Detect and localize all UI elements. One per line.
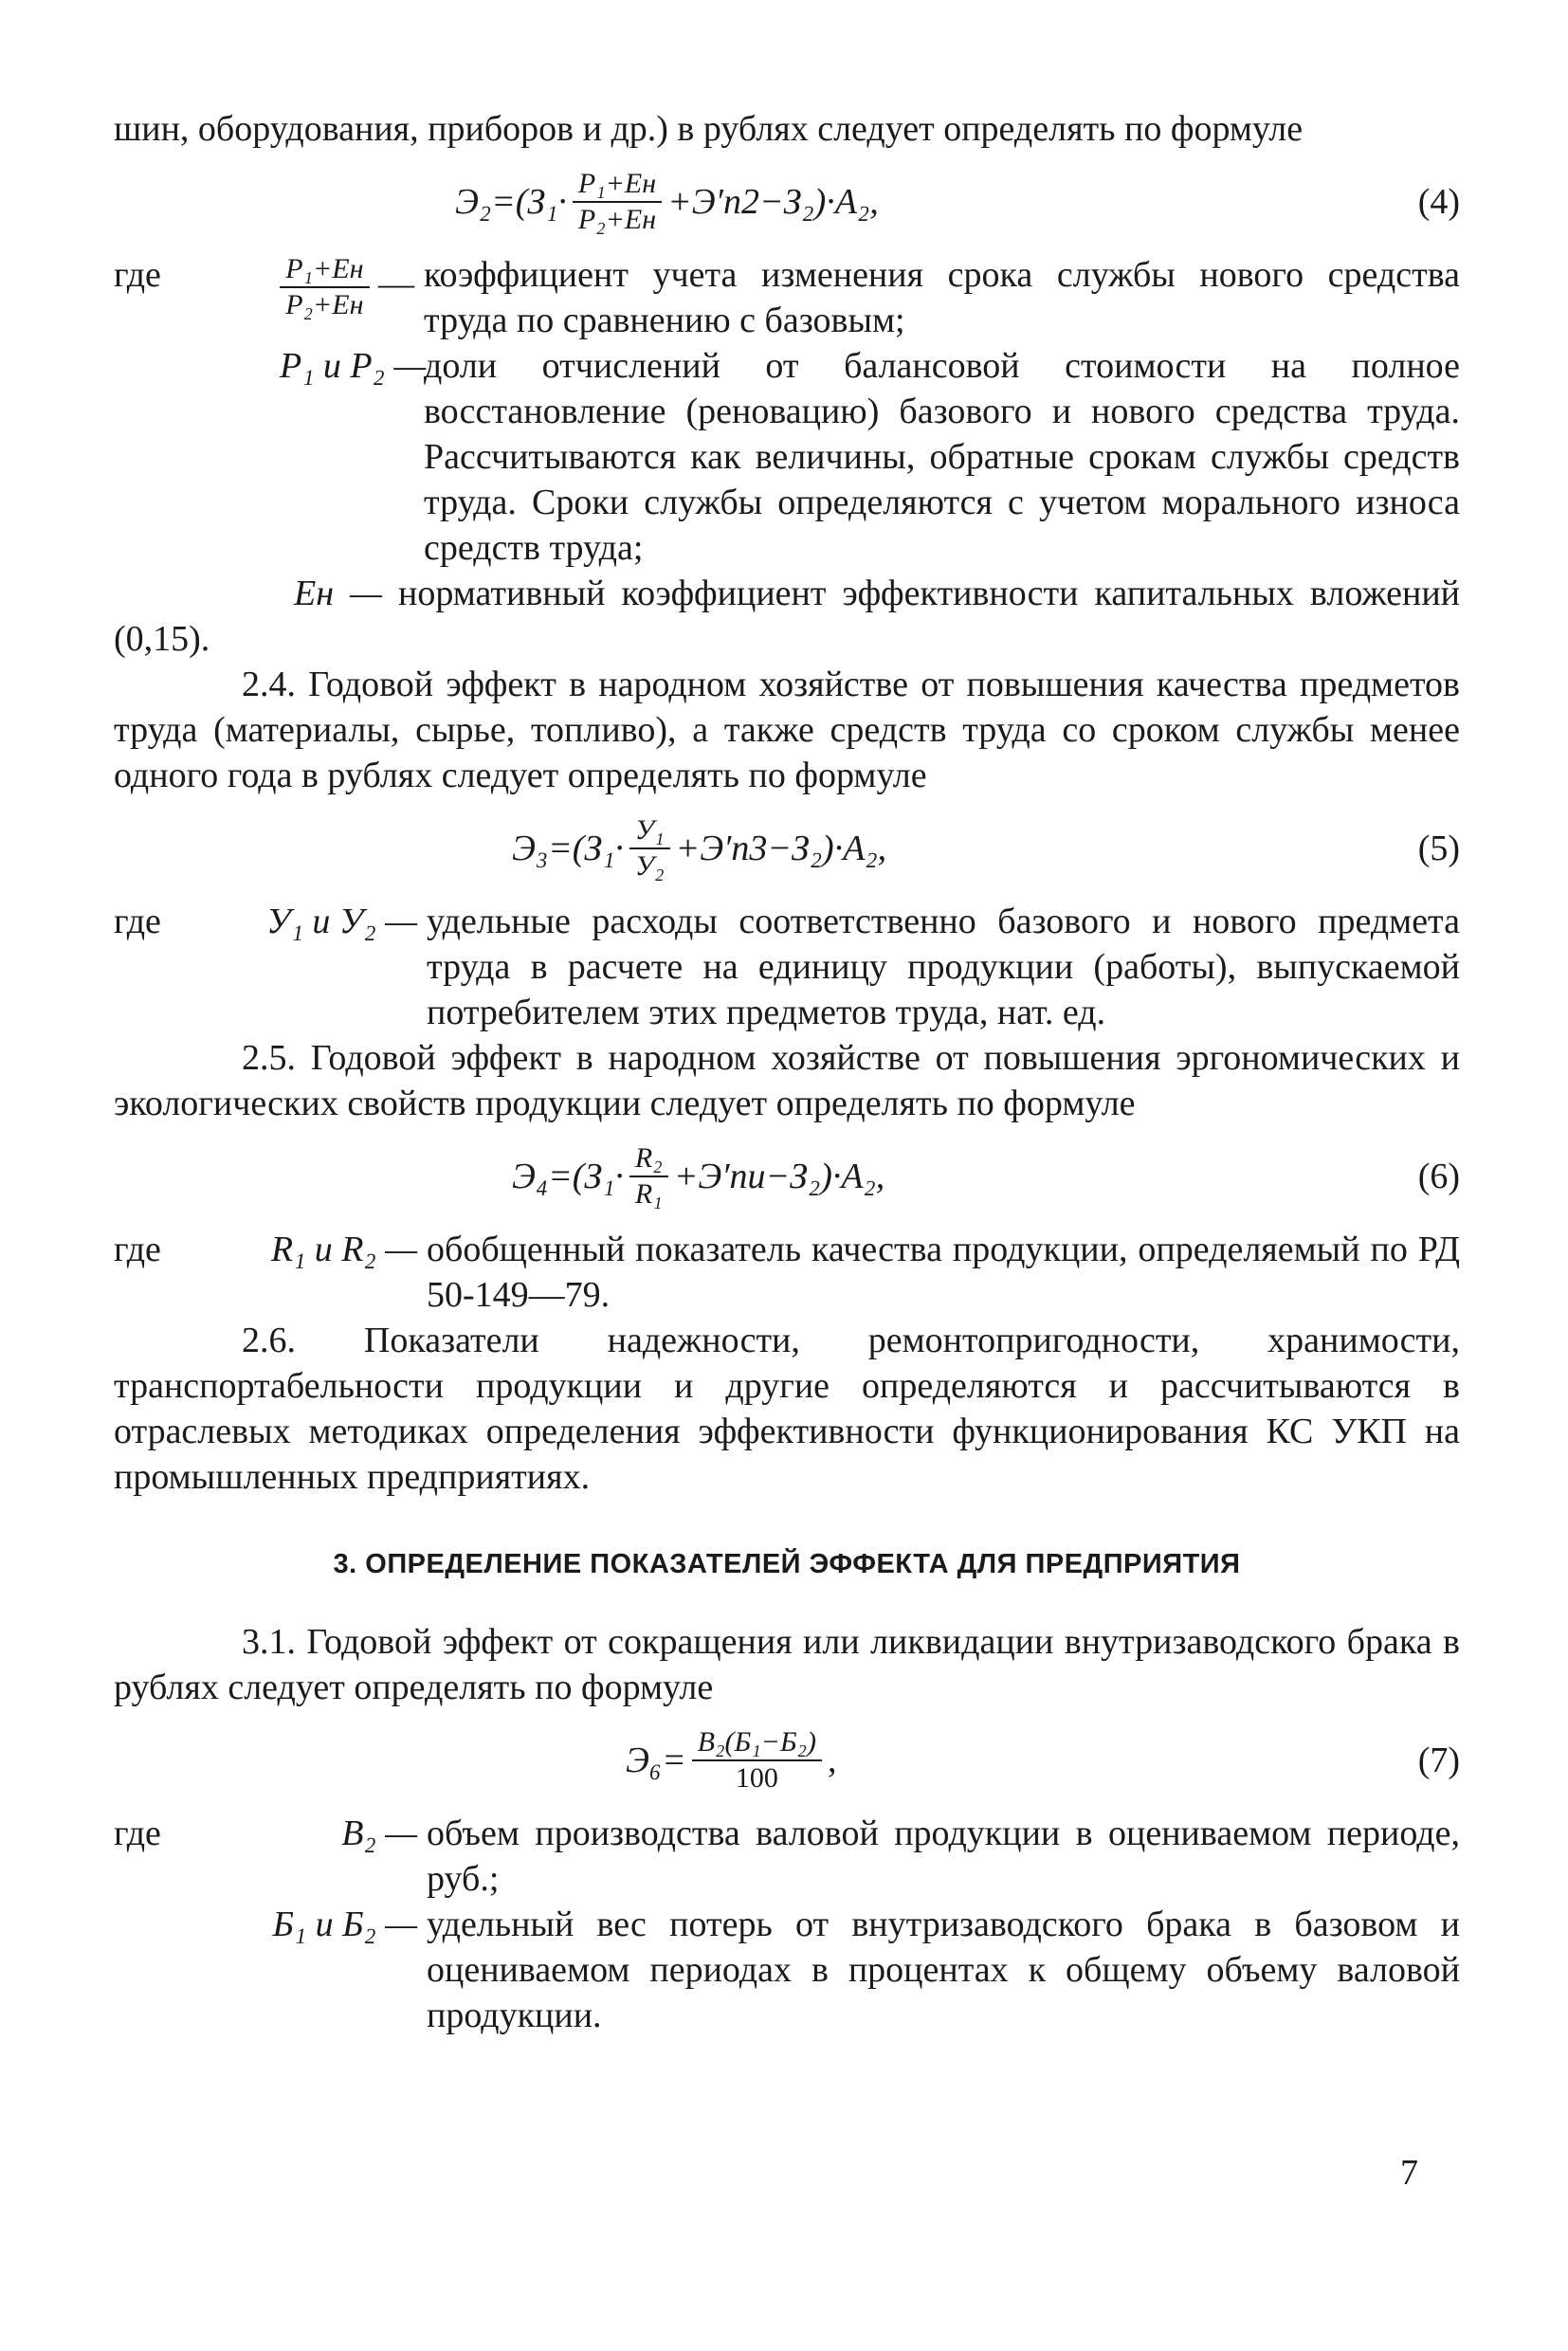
formula-7-fraction [692, 1725, 822, 1795]
formula-4-fraction [573, 167, 662, 237]
legend-4 [114, 252, 1460, 571]
legend-5-text: удельные расходы соответственно базового и нового предмета труда в расчете на единицу продукции (работы), выпускаемой потребителем этих предметов труда, нат. ед. [427, 902, 1460, 1032]
formula-6-rhs: +Э′пи−З₂)·A₂, [673, 1157, 885, 1196]
legend-4-en-symbol: Eн — [294, 574, 382, 613]
formula-7-rhs: , [827, 1740, 837, 1780]
formula-6 [114, 1130, 1460, 1223]
where-label-5: где [114, 902, 161, 941]
paragraph-2-6: 2.6. Показатели надежности, ремонтопригодности, хранимости, транспортабельности продукции и другие определяются и рассчитываются в отраслевых методиках определения эффективности функционирования КС УКП на промышленных предприятиях. [114, 1321, 1460, 1497]
formula-5-numerator: У₁ [629, 813, 670, 849]
formula-4-numerator: P₁+Eн [573, 167, 662, 203]
formula-4 [114, 155, 1460, 248]
paragraph-3-1: 3.1. Годовой эффект от сокращения или ликвидации внутризаводского брака в рублях следует определять по формуле [114, 1622, 1460, 1707]
paragraph-2-4: 2.4. Годовой эффект в народном хозяйстве от повышения качества предметов труда (материалы, сырье, топливо), а также средств труда со сроком службы менее одного года в рублях следует определять по формуле [114, 665, 1460, 795]
legend-4-en-text: нормативный коэффициент эффективности капитальных вложений (0,15). [114, 574, 1461, 659]
legend-4-ratio-denominator: P₂+Eн [285, 289, 364, 320]
formula-6-lhs: Э₄=(З₁· [512, 1157, 624, 1196]
legend-6-text: обобщенный показатель качества продукции, определяемый по РД 50-149—79. [427, 1230, 1460, 1315]
legend-7-symbol-b1b2: Б₁ и Б₂ — [272, 1904, 417, 1944]
legend-4-ratio-numerator: P₁+Eн [280, 252, 369, 288]
formula-4-lhs: Э₂=(З₁· [455, 182, 567, 222]
formula-5 [114, 802, 1460, 895]
paragraph-intro: шин, оборудования, приборов и др.) в рублях следует определять по формуле [114, 109, 1304, 149]
page-number: 7 [1400, 2153, 1418, 2193]
legend-6-symbol: R₁ и R₂ — [270, 1230, 417, 1269]
formula-5-fraction [629, 813, 670, 884]
formula-7-denominator: 100 [735, 1762, 778, 1794]
where-label: где [114, 255, 161, 295]
formula-7-number: (7) [1417, 1740, 1460, 1780]
legend-7 [114, 1811, 1460, 2038]
legend-4-p-text: доли отчислений от балансовой стоимости на полное восстановление (реновацию) базового и нового средства труда. Рассчитываются как величины, обратные срокам службы средств труда. Сроки службы определяются с учетом морального износа средств труда; [424, 346, 1460, 568]
page-body [114, 106, 1460, 2038]
formula-5-denominator: У₂ [634, 850, 665, 882]
legend-4-en [114, 571, 1460, 662]
legend-7-b1b2-text: удельный вес потерь от внутризаводского брака в базовом и оцениваемом периодах в процентах к общему объему валовой продукции. [427, 1904, 1460, 2035]
formula-7 [114, 1714, 1460, 1807]
legend-6 [114, 1227, 1460, 1318]
where-label-7: где [114, 1813, 161, 1853]
legend-4-dash: — [378, 264, 414, 304]
formula-6-fraction [629, 1141, 668, 1212]
formula-5-number: (5) [1417, 829, 1460, 868]
formula-6-number: (6) [1417, 1157, 1460, 1196]
formula-7-lhs: Э₆= [626, 1740, 686, 1780]
paragraph-2-5: 2.5. Годовой эффект в народном хозяйстве от повышения эргономических и экологических свойств продукции следует определять по формуле [114, 1038, 1460, 1123]
legend-4-ratio-text: коэффициент учета изменения срока службы нового средства труда по сравнению с базовым; [424, 255, 1460, 340]
formula-6-denominator: R₁ [634, 1178, 663, 1210]
legend-5-symbol: У₁ и У₂ — [266, 902, 417, 941]
legend-4-symbol-ratio [280, 252, 424, 343]
formula-7-numerator: B₂(Б₁−Б₂) [692, 1725, 822, 1761]
legend-4-symbol-p: P₁ и P₂ — [280, 346, 427, 386]
legend-5 [114, 899, 1460, 1035]
formula-4-number: (4) [1417, 182, 1460, 222]
where-label-6: где [114, 1230, 161, 1269]
formula-4-denominator: P₂+Eн [577, 204, 657, 235]
formula-6-numerator: R₂ [629, 1141, 668, 1177]
legend-7-symbol-b2: B₂ — [341, 1813, 417, 1853]
formula-5-rhs: +Э′п3−З₂)·A₂, [675, 829, 887, 868]
formula-4-rhs: +Э′п2−З₂)·A₂, [667, 182, 879, 222]
formula-5-lhs: Э₃=(З₁· [512, 829, 624, 868]
section-3-heading: 3. ОПРЕДЕЛЕНИЕ ПОКАЗАТЕЛЕЙ ЭФФЕКТА ДЛЯ ПРЕДПРИЯТИЯ [333, 1549, 1241, 1579]
legend-7-b2-text: объем производства валовой продукции в оцениваемом периоде, руб.; [427, 1813, 1460, 1899]
